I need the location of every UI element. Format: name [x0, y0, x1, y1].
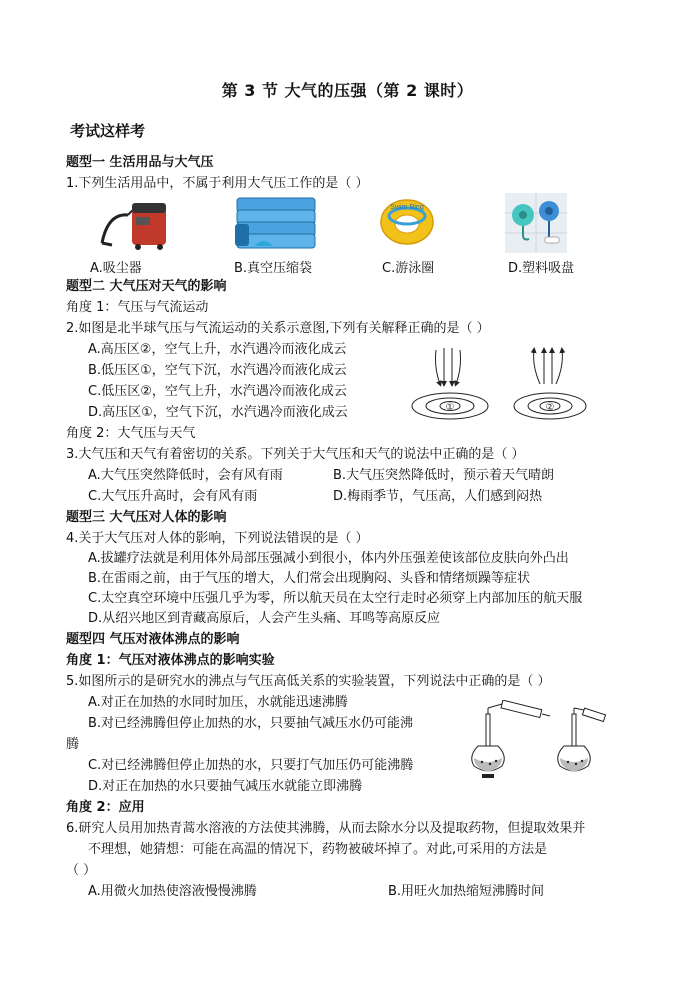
- q3-option-d: D.梅雨季节，气压高，人们感到闷热: [333, 489, 543, 504]
- angle-4-2: 角度 2：应用: [66, 800, 145, 815]
- question-type-3: 题型三 大气压对人体的影响: [66, 510, 227, 525]
- q4-option-d: D.从绍兴地区到青藏高原后，人会产生头痛、耳鸣等高原反应: [88, 611, 441, 626]
- q2-option-a: A.高压区②，空气上升，水汽遇冷而液化成云: [88, 342, 347, 357]
- boiling-flask-apparatus-diagram: [458, 700, 608, 780]
- vacuum-cleaner-icon: [98, 193, 178, 251]
- q6-option-a: A.用微火加热使溶液慢慢沸腾: [88, 884, 257, 899]
- q2-stem: 2.如图是北半球气压与气流运动的关系示意图,下列有关解释正确的是（ ）: [66, 321, 490, 336]
- q6-stem-line3: （ ）: [66, 863, 97, 878]
- q1-option-a: A.吸尘器: [90, 261, 142, 276]
- pressure-airflow-diagram: [410, 344, 590, 424]
- q2-option-b: B.低压区①，空气下沉，水汽遇冷而液化成云: [88, 363, 347, 378]
- q4-stem: 4.关于大气压对人体的影响，下列说法错误的是（ ）: [66, 531, 369, 546]
- q1-option-c: C.游泳圈: [382, 261, 435, 276]
- q3-option-c: C.大气压升高时，会有风有雨: [88, 489, 258, 504]
- q4-option-a: A.拔罐疗法就是利用体外局部压强减小到很小，体内外压强差使该部位皮肤向外凸出: [88, 551, 569, 566]
- q4-option-c: C.太空真空环境中压强几乎为零，所以航天员在太空行走时必须穿上内部加压的航天服: [88, 591, 583, 606]
- q2-option-d: D.高压区①，空气下沉，水汽遇冷而液化成云: [88, 405, 348, 420]
- q1-option-d: D.塑料吸盘: [508, 261, 575, 276]
- q6-stem: 6.研究人员用加热青蒿水溶液的方法使其沸腾，从而去除水分以及提取药物，但提取效果并: [66, 821, 586, 836]
- question-type-1: 题型一 生活用品与大气压: [66, 155, 214, 170]
- q5-option-c: C.对已经沸腾但停止加热的水，只要打气加压仍可能沸腾: [88, 758, 414, 773]
- suction-cup-icon: [505, 193, 567, 253]
- q1-option-b: B.真空压缩袋: [234, 261, 313, 276]
- diagram-mark-2: ②: [545, 402, 555, 413]
- q5-option-d: D.对正在加热的水只要抽气减压水就能立即沸腾: [88, 779, 363, 794]
- diagram-mark-1: ①: [445, 402, 455, 413]
- swim-ring-text: Swim Ring: [390, 204, 424, 211]
- page-title: 第 3 节 大气的压强（第 2 课时）: [221, 81, 474, 100]
- question-type-4: 题型四 气压对液体沸点的影响: [66, 632, 240, 647]
- angle-2-2: 角度 2：大气压与天气: [66, 426, 196, 441]
- q5-option-b: B.对已经沸腾但停止加热的水，只要抽气减压水仍可能沸: [88, 716, 414, 731]
- q3-option-b: B.大气压突然降低时，预示着天气晴朗: [333, 468, 555, 483]
- q5-option-b-cont: 腾: [66, 737, 80, 752]
- q1-stem: 1.下列生活用品中，不属于利用大气压工作的是（ ）: [66, 176, 369, 191]
- q4-option-b: B.在雷雨之前，由于气压的增大，人们常会出现胸闷、头昏和情绪烦躁等症状: [88, 571, 531, 586]
- q3-option-a: A.大气压突然降低时，会有风有雨: [88, 468, 283, 483]
- angle-4-1: 角度 1：气压对液体沸点的影响实验: [66, 653, 275, 668]
- q6-option-b: B.用旺火加热缩短沸腾时间: [388, 884, 545, 899]
- angle-2-1: 角度 1：气压与气流运动: [66, 300, 209, 315]
- section-heading: 考试这样考: [70, 122, 146, 140]
- q5-option-a: A.对正在加热的水同时加压，水就能迅速沸腾: [88, 695, 348, 710]
- q3-stem: 3.大气压和天气有着密切的关系。下列关于大气压和天气的说法中正确的是（ ）: [66, 447, 525, 462]
- swim-ring-icon: [378, 196, 436, 248]
- q5-stem: 5.如图所示的是研究水的沸点与气压高低关系的实验装置，下列说法中正确的是（ ）: [66, 674, 551, 689]
- question-type-2: 题型二 大气压对天气的影响: [66, 279, 227, 294]
- q2-option-c: C.低压区②，空气上升，水汽遇冷而液化成云: [88, 384, 347, 399]
- q6-stem-line2: 不理想，她猜想：可能在高温的情况下，药物被破坏掉了。对此,可采用的方法是: [88, 842, 548, 857]
- vacuum-bag-icon: [233, 196, 319, 250]
